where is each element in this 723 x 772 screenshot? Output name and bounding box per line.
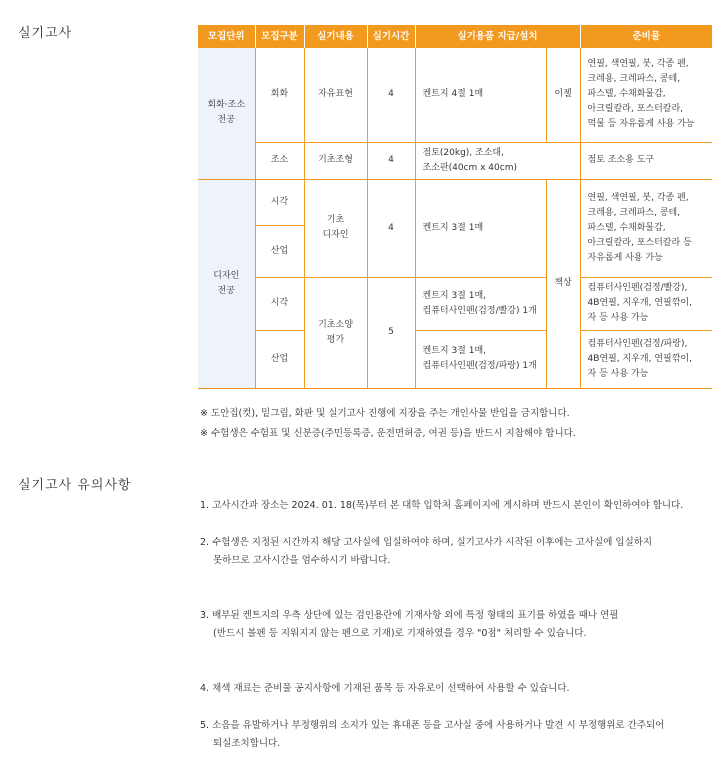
header-materials: 준비물 (580, 25, 712, 48)
header-content: 실기내용 (304, 25, 367, 48)
time-basic-design: 4 (367, 179, 415, 277)
materials-painting: 연필, 색연필, 붓, 각종 펜, 크레용, 크레파스, 콩테, 파스텔, 수채화물감, 아크릴칼라, 포스터칼라, 먹물 등 자유롭게 사용 가능 (580, 48, 712, 142)
precautions-section-title: 실기고사 유의사항 (18, 478, 132, 493)
table-row (198, 48, 712, 142)
materials-sculpture: 점토 조소용 도구 (580, 142, 712, 179)
materials-aptitude-visual: 컴퓨터사인펜(검정/빨강), 4B연필, 지우개, 연필깎이, 자 등 사용 가능 (580, 277, 712, 330)
division-industrial: 산업 (255, 225, 304, 277)
list-item: 4. 채색 재료는 준비물 공지사항에 기재된 품목 등 자유로이 선택하여 사용할 수 있습니다. (200, 683, 570, 695)
note-id-required: ※ 수험생은 수험표 및 신분증(주민등록증, 운전면허증, 여권 등)을 반드시 지참해야 합니다. (200, 428, 576, 439)
supply-aptitude-industrial: 켄트지 3절 1매, 컴퓨터사인펜(검정/파랑) 1개 (415, 330, 546, 388)
list-item: 3. 배부된 켄트지의 우측 상단에 있는 검인용란에 기재사항 외에 특정 형태의 표기를 하였을 때나 연필 (반드시 볼펜 등 지워지지 않는 펜으로 기재)로 기재하였을 경우 "0점" 처리할 수 있습니다. (200, 610, 619, 640)
supply-aptitude-visual: 켄트지 3절 1매, 컴퓨터사인펜(검정/빨강) 1개 (415, 277, 546, 330)
content-aptitude-evaluation: 기초소양 평가 (304, 277, 367, 388)
table-row (198, 142, 712, 179)
precautions-list (200, 479, 710, 772)
time-sculpture: 4 (367, 142, 415, 179)
division-visual: 시각 (255, 179, 304, 225)
unit-design: 디자인 전공 (198, 179, 255, 388)
header-time: 실기시간 (367, 25, 415, 48)
header-division: 모집구분 (255, 25, 304, 48)
list-item: 2. 수험생은 지정된 시간까지 해당 고사실에 입실하여야 하며, 실기고사가 시작된 이후에는 고사실에 입실하지 못하므로 고사시간을 엄수하시기 바랍니다. (200, 536, 653, 567)
list-item: 5. 소음을 유발하거나 부정행위의 소지가 있는 휴대폰 등을 고사실 중에 사용하거나 발견 시 부정행위로 간주되어 퇴실조치합니다. (200, 719, 665, 750)
table-row (198, 330, 712, 388)
division-sculpture: 조소 (255, 142, 304, 179)
list-item: 1. 고사시간과 장소는 2024. 01. 18(목)부터 본 대학 입학처 홈페이지에 게시하며 반드시 본인이 확인하여야 합니다. (200, 500, 684, 512)
content-basic-design: 기초 디자인 (304, 179, 367, 277)
supply-painting: 켄트지 4절 1매 (415, 48, 546, 142)
division-painting: 회화 (255, 48, 304, 142)
division-industrial: 산업 (255, 330, 304, 388)
supply-basic-design: 켄트지 3절 1매 (415, 179, 546, 277)
header-unit: 모집단위 (198, 25, 255, 48)
exam-table (198, 25, 712, 389)
notes (200, 404, 576, 444)
materials-basic-design: 연필, 색연필, 붓, 각종 펜, 크레용, 크레파스, 콩테, 파스텔, 수채화물감, 아크릴칼라, 포스터칼라 등 자유롭게 사용 가능 (580, 179, 712, 277)
note-prohibited-items: ※ 도안집(컷), 밑그림, 화판 및 실기고사 진행에 지장을 주는 개인사물 반입을 금지합니다. (200, 408, 570, 419)
installation-desk: 책상 (546, 179, 580, 388)
content-sculpture: 기초조형 (304, 142, 367, 179)
content-painting: 자유표현 (304, 48, 367, 142)
exam-section-title: 실기고사 (18, 26, 73, 41)
table-row (198, 277, 712, 330)
time-painting: 4 (367, 48, 415, 142)
division-visual: 시각 (255, 277, 304, 330)
time-aptitude-evaluation: 5 (367, 277, 415, 388)
table-header-row (198, 25, 712, 48)
table-row (198, 179, 712, 225)
supply-sculpture: 점토(20kg), 조소대, 조소판(40cm x 40cm) (415, 142, 580, 179)
unit-painting-sculpture: 회화·조소 전공 (198, 48, 255, 179)
header-supply: 실기용품 지급/설치 (415, 25, 580, 48)
materials-aptitude-industrial: 컴퓨터사인펜(검정/파랑), 4B연필, 지우개, 연필깎이, 자 등 사용 가능 (580, 330, 712, 388)
installation-easel: 이젤 (546, 48, 580, 142)
